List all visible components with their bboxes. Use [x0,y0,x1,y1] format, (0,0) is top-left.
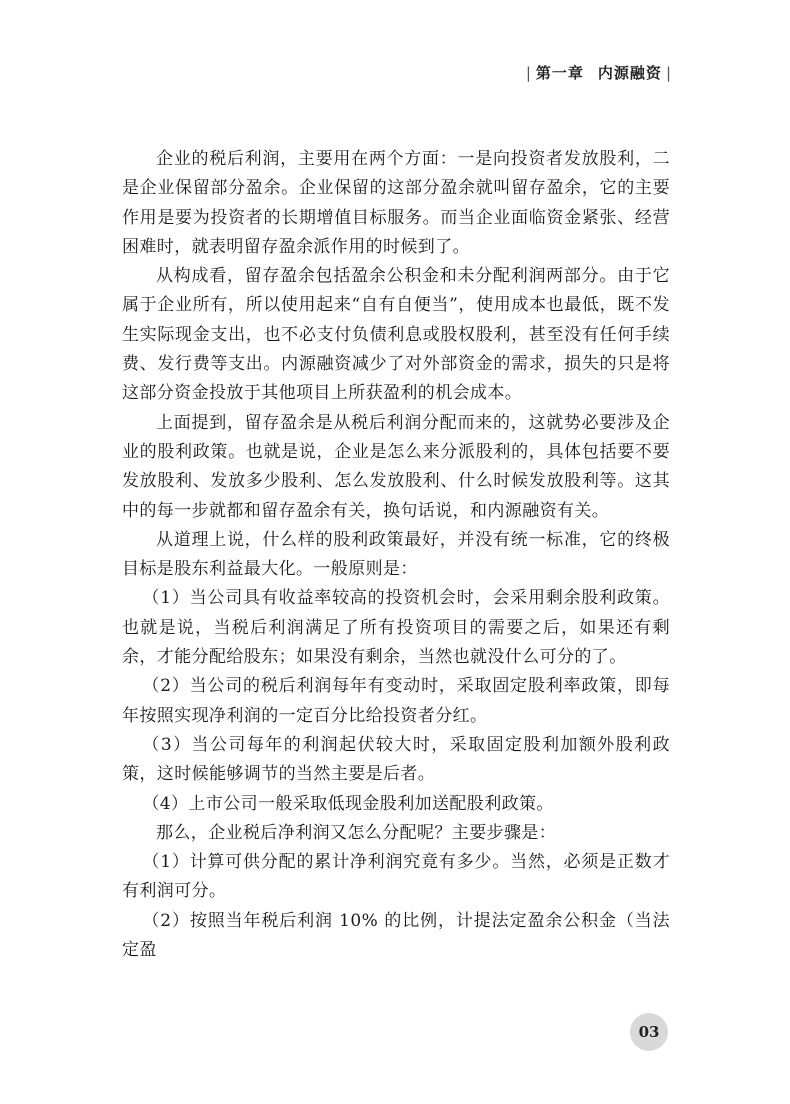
paragraph: 从道理上说，什么样的股利政策最好，并没有统一标准，它的终极目标是股东利益最大化。一般原则是： [122,529,670,580]
list-item: （2）按照当年税后利润 10% 的比例，计提法定盈余公积金（当法定盈 [122,910,670,961]
body-text [122,145,670,965]
header-divider-left: | [525,63,532,82]
running-header [526,62,672,83]
list-item: （1）当公司具有收益率较高的投资机会时，会采用剩余股利政策。也就是说，当税后利润满足了所有投资项目的需要之后，如果还有剩余，才能分配给股东；如果没有剩余，当然也就没什么可分的了。 [122,588,670,668]
paragraph: 上面提到，留存盈余是从税后利润分配而来的，这就势必要涉及企业的股利政策。也就是说，企业是怎么来分派股利的，具体包括要不要发放股利、发放多少股利、怎么发放股利、什么时候发放股利等。这其中的每一步就都和留存盈余有关，换句话说，和内源融资有关。 [122,412,670,521]
header-chapter: 第一章 [535,64,584,82]
paragraph: 那么，企业税后净利润又怎么分配呢？主要步骤是： [156,822,557,843]
list-item: （3）当公司每年的利润起伏较大时，采取固定股利加额外股利政策，这时候能够调节的当然主要是后者。 [122,734,670,785]
list-item: （2）当公司的税后利润每年有变动时，采取固定股利率政策，即每年按照实现净利润的一定百分比给投资者分红。 [122,676,670,726]
paragraph: 从构成看，留存盈余包括盈余公积金和未分配利润两部分。由于它属于企业所有，所以使用起来“自有自便当”，使用成本也最低，既不发生实际现金支出，也不必支付负债利息或股权股利，甚至没有任何手续费、发行费等支出。内源融资减少了对外部资金的需求，损失的只是将这部分资金投放于其他项目上所获盈利的机会成本。 [122,266,670,404]
header-divider-right: | [665,63,672,82]
page-number-badge [630,1013,668,1051]
header-section-title: 内源融资 [597,64,662,82]
list-item: （4）上市公司一般采取低现金股利加送配股利政策。 [142,793,554,814]
paragraph: 企业的税后利润，主要用在两个方面：一是向投资者发放股利，二是企业保留部分盈余。企业保留的这部分盈余就叫留存盈余，它的主要作用是要为投资者的长期增值目标服务。而当企业面临资金紧张、经营困难时，就表明留存盈余派作用的时候到了。 [122,149,670,257]
page-number: 03 [638,1023,660,1041]
list-item: （1）计算可供分配的累计净利润究竟有多少。当然，必须是正数才有利润可分。 [122,852,670,902]
